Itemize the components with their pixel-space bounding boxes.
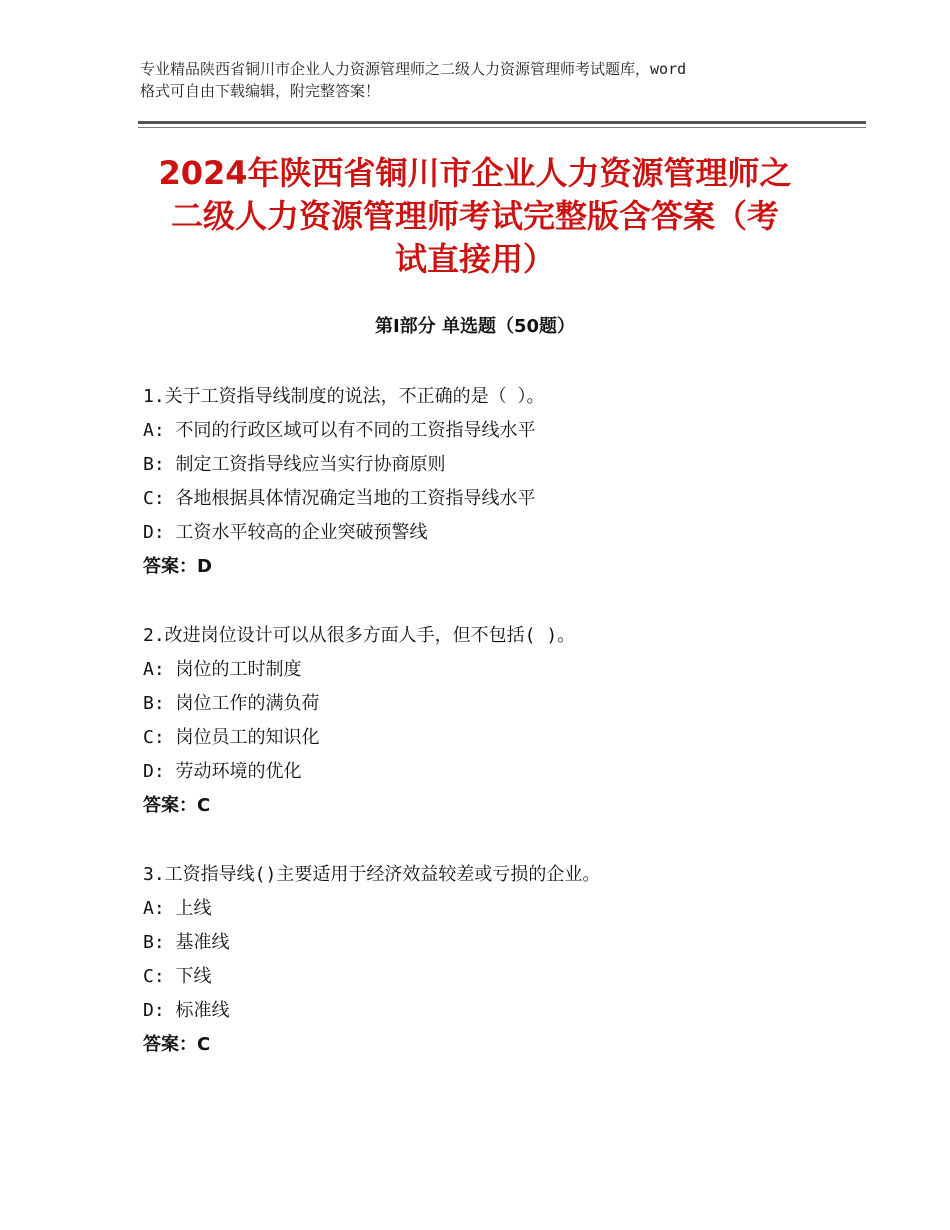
question-1	[143, 380, 843, 584]
option-a: A: 岗位的工时制度	[143, 659, 302, 680]
section-title: 第Ⅰ部分 单选题（50题）	[374, 316, 575, 337]
answer: 答案：C	[143, 795, 211, 816]
document-title-line-3: 试直接用）	[394, 240, 555, 278]
option-d: D: 劳动环境的优化	[143, 761, 302, 782]
header-note-line-2: 格式可自由下载编辑，附完整答案！	[140, 82, 381, 100]
question-stem: 3.工资指导线()主要适用于经济效益较差或亏损的企业。	[143, 864, 601, 885]
option-b: B: 基准线	[143, 932, 230, 953]
header-divider-thin	[138, 127, 866, 128]
option-c: C: 各地根据具体情况确定当地的工资指导线水平	[143, 488, 536, 509]
question-stem: 1.关于工资指导线制度的说法，不正确的是（ ）。	[143, 386, 545, 407]
option-d: D: 标准线	[143, 1000, 230, 1021]
option-a: A: 上线	[143, 898, 212, 919]
option-a: A: 不同的行政区域可以有不同的工资指导线水平	[143, 420, 536, 441]
header-note-line-1: 专业精品陕西省铜川市企业人力资源管理师之二级人力资源管理师考试题库，word	[140, 60, 687, 78]
option-c: C: 下线	[143, 966, 212, 987]
option-c: C: 岗位员工的知识化	[143, 727, 320, 748]
document-title	[130, 152, 820, 281]
document-title-line-2: 二级人力资源管理师考试完整版含答案（考	[170, 197, 779, 235]
answer: 答案：D	[143, 556, 212, 577]
answer: 答案：C	[143, 1034, 211, 1055]
question-stem: 2.改进岗位设计可以从很多方面人手，但不包括( )。	[143, 625, 576, 646]
option-b: B: 岗位工作的满负荷	[143, 693, 320, 714]
question-list	[143, 380, 843, 1097]
question-3	[143, 858, 843, 1062]
option-b: B: 制定工资指导线应当实行协商原则	[143, 454, 446, 475]
question-2	[143, 619, 843, 823]
header-note	[140, 58, 830, 102]
option-d: D: 工资水平较高的企业突破预警线	[143, 522, 428, 543]
header-divider-thick	[138, 121, 866, 124]
document-title-line-1: 2024年陕西省铜川市企业人力资源管理师之	[158, 154, 792, 192]
